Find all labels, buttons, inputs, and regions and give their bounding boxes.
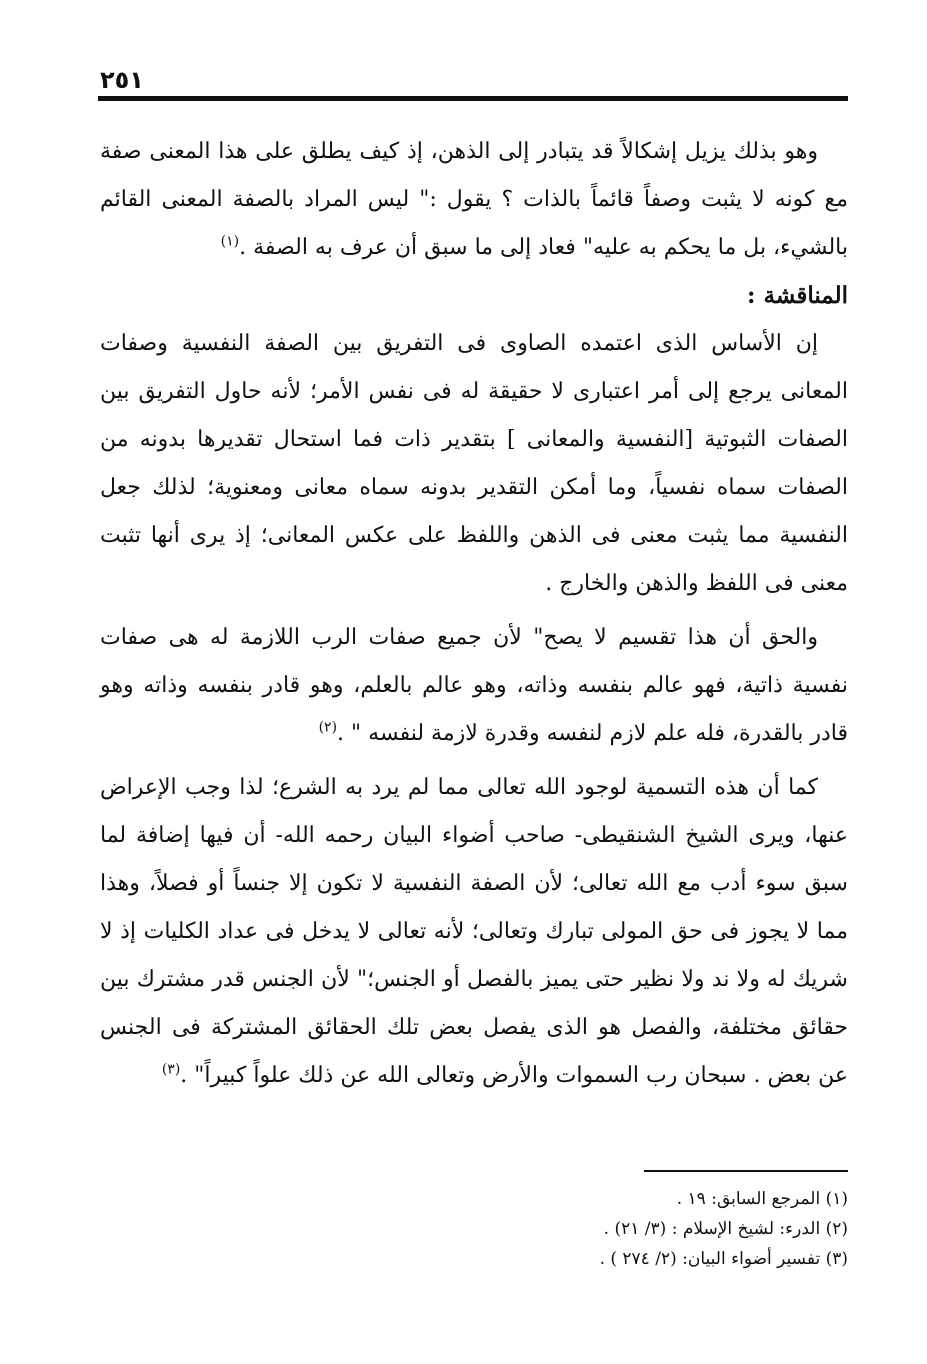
footnote-ref-2: (٢) — [318, 719, 338, 736]
paragraph-4 — [100, 764, 848, 1100]
footnote-3: (٣) تفسير أضواء البيان: (٢/ ٢٧٤ ) . — [599, 1249, 848, 1269]
paragraph-1 — [100, 128, 848, 272]
paragraph-2: إن الأساس الذى اعتمده الصاوى فى التفريق بين الصفة النفسية وصفات المعانى يرجع إلى أمر اعتبارى لا حقيقة له فى نفس الأمر؛ لأنه حاول التفريق بين الصفات الثبوتية [النفسية والمعانى ] بتقدير ذات فما استحال تقديرها بدونه من الصفات سماه نفسياً، وما أمكن التقدير بدونه سماه معانى ومعنوية؛ لذلك جعل النفسية مما يثبت معنى فى الذهن واللفظ على عكس المعانى؛ إذ يرى أنها تثبت معنى فى اللفظ والذهن والخارج . — [100, 331, 848, 596]
paragraph-4-text: كما أن هذه التسمية لوجود الله تعالى مما لم يرد به الشرع؛ لذا وجب الإعراض عنها، ويرى الشيخ الشنقيطى- صاحب أضواء البيان رحمه الله- أن فيها إضافة لما سبق سوء أدب مع الله تعالى؛ لأن الصفة النفسية لا تكون إلا جنساً أو فصلاً، وهذا مما لا يجوز فى حق المولى تبارك وتعالى؛ لأنه تعالى لا يدخل فى عداد الكليات إذ لا شريك له ولا ند ولا نظير حتى يميز بالفصل أو الجنس؛" لأن الجنس قدر مشترك بين حقائق مختلفة، والفصل هو الذى يفصل بعض تلك الحقائق المشتركة فى الجنس عن بعض . سبحان رب السموات والأرض وتعالى الله عن ذلك علواً كبيراً" . — [100, 775, 848, 1088]
main-text — [100, 128, 848, 1100]
footnote-2: (٢) الدرء: لشيخ الإسلام : (٣/ ٢١) . — [603, 1219, 848, 1239]
paragraph-1-text: وهو بذلك يزيل إشكالاً قد يتبادر إلى الذهن، إذ كيف يطلق على هذا المعنى صفة مع كونه لا يثبت وصفاً قائماً بالذات ؟ يقول :" ليس المراد بالصفة المعنى القائم بالشيء، بل ما يحكم به عليه" فعاد إلى ما سبق أن عرف به الصفة . — [100, 139, 848, 260]
paragraph-3 — [100, 614, 848, 758]
footnote-ref-3: (٣) — [161, 1061, 181, 1078]
section-heading: المناقشة : — [747, 282, 848, 309]
footnote-ref-1: (١) — [220, 233, 240, 250]
footnote-rule — [644, 1170, 848, 1172]
page-number: ٢٥١ — [100, 66, 144, 94]
footnote-1: (١) المرجع السابق: ١٩ . — [676, 1189, 848, 1209]
footnotes — [420, 1184, 848, 1274]
header-rule — [98, 96, 848, 101]
paragraph-3-text: والحق أن هذا تقسيم لا يصح" لأن جميع صفات الرب اللازمة له هى صفات نفسية ذاتية، فهو عالم بنفسه وذاته، وهو عالم بالعلم، وهو قادر بنفسه وذاته وهو قادر بالقدرة، فله علم لازم لنفسه وقدرة لازمة لنفسه " . — [100, 625, 848, 746]
